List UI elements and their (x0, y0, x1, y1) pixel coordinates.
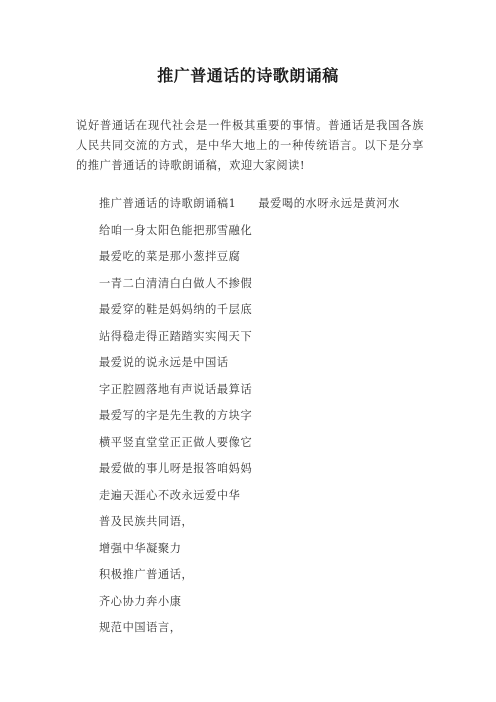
poem-line: 增强中华凝聚力 (99, 541, 182, 555)
intro-paragraph: 说好普通话在现代社会是一件极其重要的事情。普通话是我国各族人民共同交流的方式，是中华大地上的一种传统语言。以下是分享的推广普通话的诗歌朗诵稿，欢迎大家阅读! (76, 119, 424, 172)
poem-line: 最爱喝的水呀永远是黄河水 (258, 197, 400, 210)
poem-line: 字正腔圆落地有声说话最算话 (99, 382, 253, 396)
poem-line: 走遍天涯心不改永远爱中华 (99, 488, 241, 502)
poem-first-line (99, 191, 439, 218)
poem-line: 齐心协力奔小康 (99, 594, 182, 608)
poem-line: 横平竖直堂堂正正做人要像它 (99, 435, 253, 449)
poem-line: 最爱做的事儿呀是报答咱妈妈 (99, 462, 253, 475)
poem-line: 普及民族共同语， (99, 515, 194, 528)
poem-heading: 推广普通话的诗歌朗诵稿1 (99, 197, 237, 210)
poem-line: 最爱吃的菜是那小葱拌豆腐 (99, 250, 241, 263)
poem-line: 积极推广普通话， (99, 568, 194, 581)
poem-line: 站得稳走得正踏踏实实闯天下 (99, 329, 253, 343)
poem-line: 最爱说的说永远是中国话 (99, 356, 229, 369)
poem-line: 给咱一身太阳色能把那雪融化 (99, 223, 253, 237)
poem-line: 最爱写的字是先生教的方块字 (99, 409, 253, 422)
poem-lines (99, 191, 439, 642)
poem-line: 一青二白清清白白做人不掺假 (99, 276, 253, 290)
poem-line: 规范中国语言， (99, 621, 182, 634)
document-title: 推广普通话的诗歌朗诵稿 (157, 66, 339, 85)
poem-line: 最爱穿的鞋是妈妈纳的千层底 (99, 303, 253, 316)
